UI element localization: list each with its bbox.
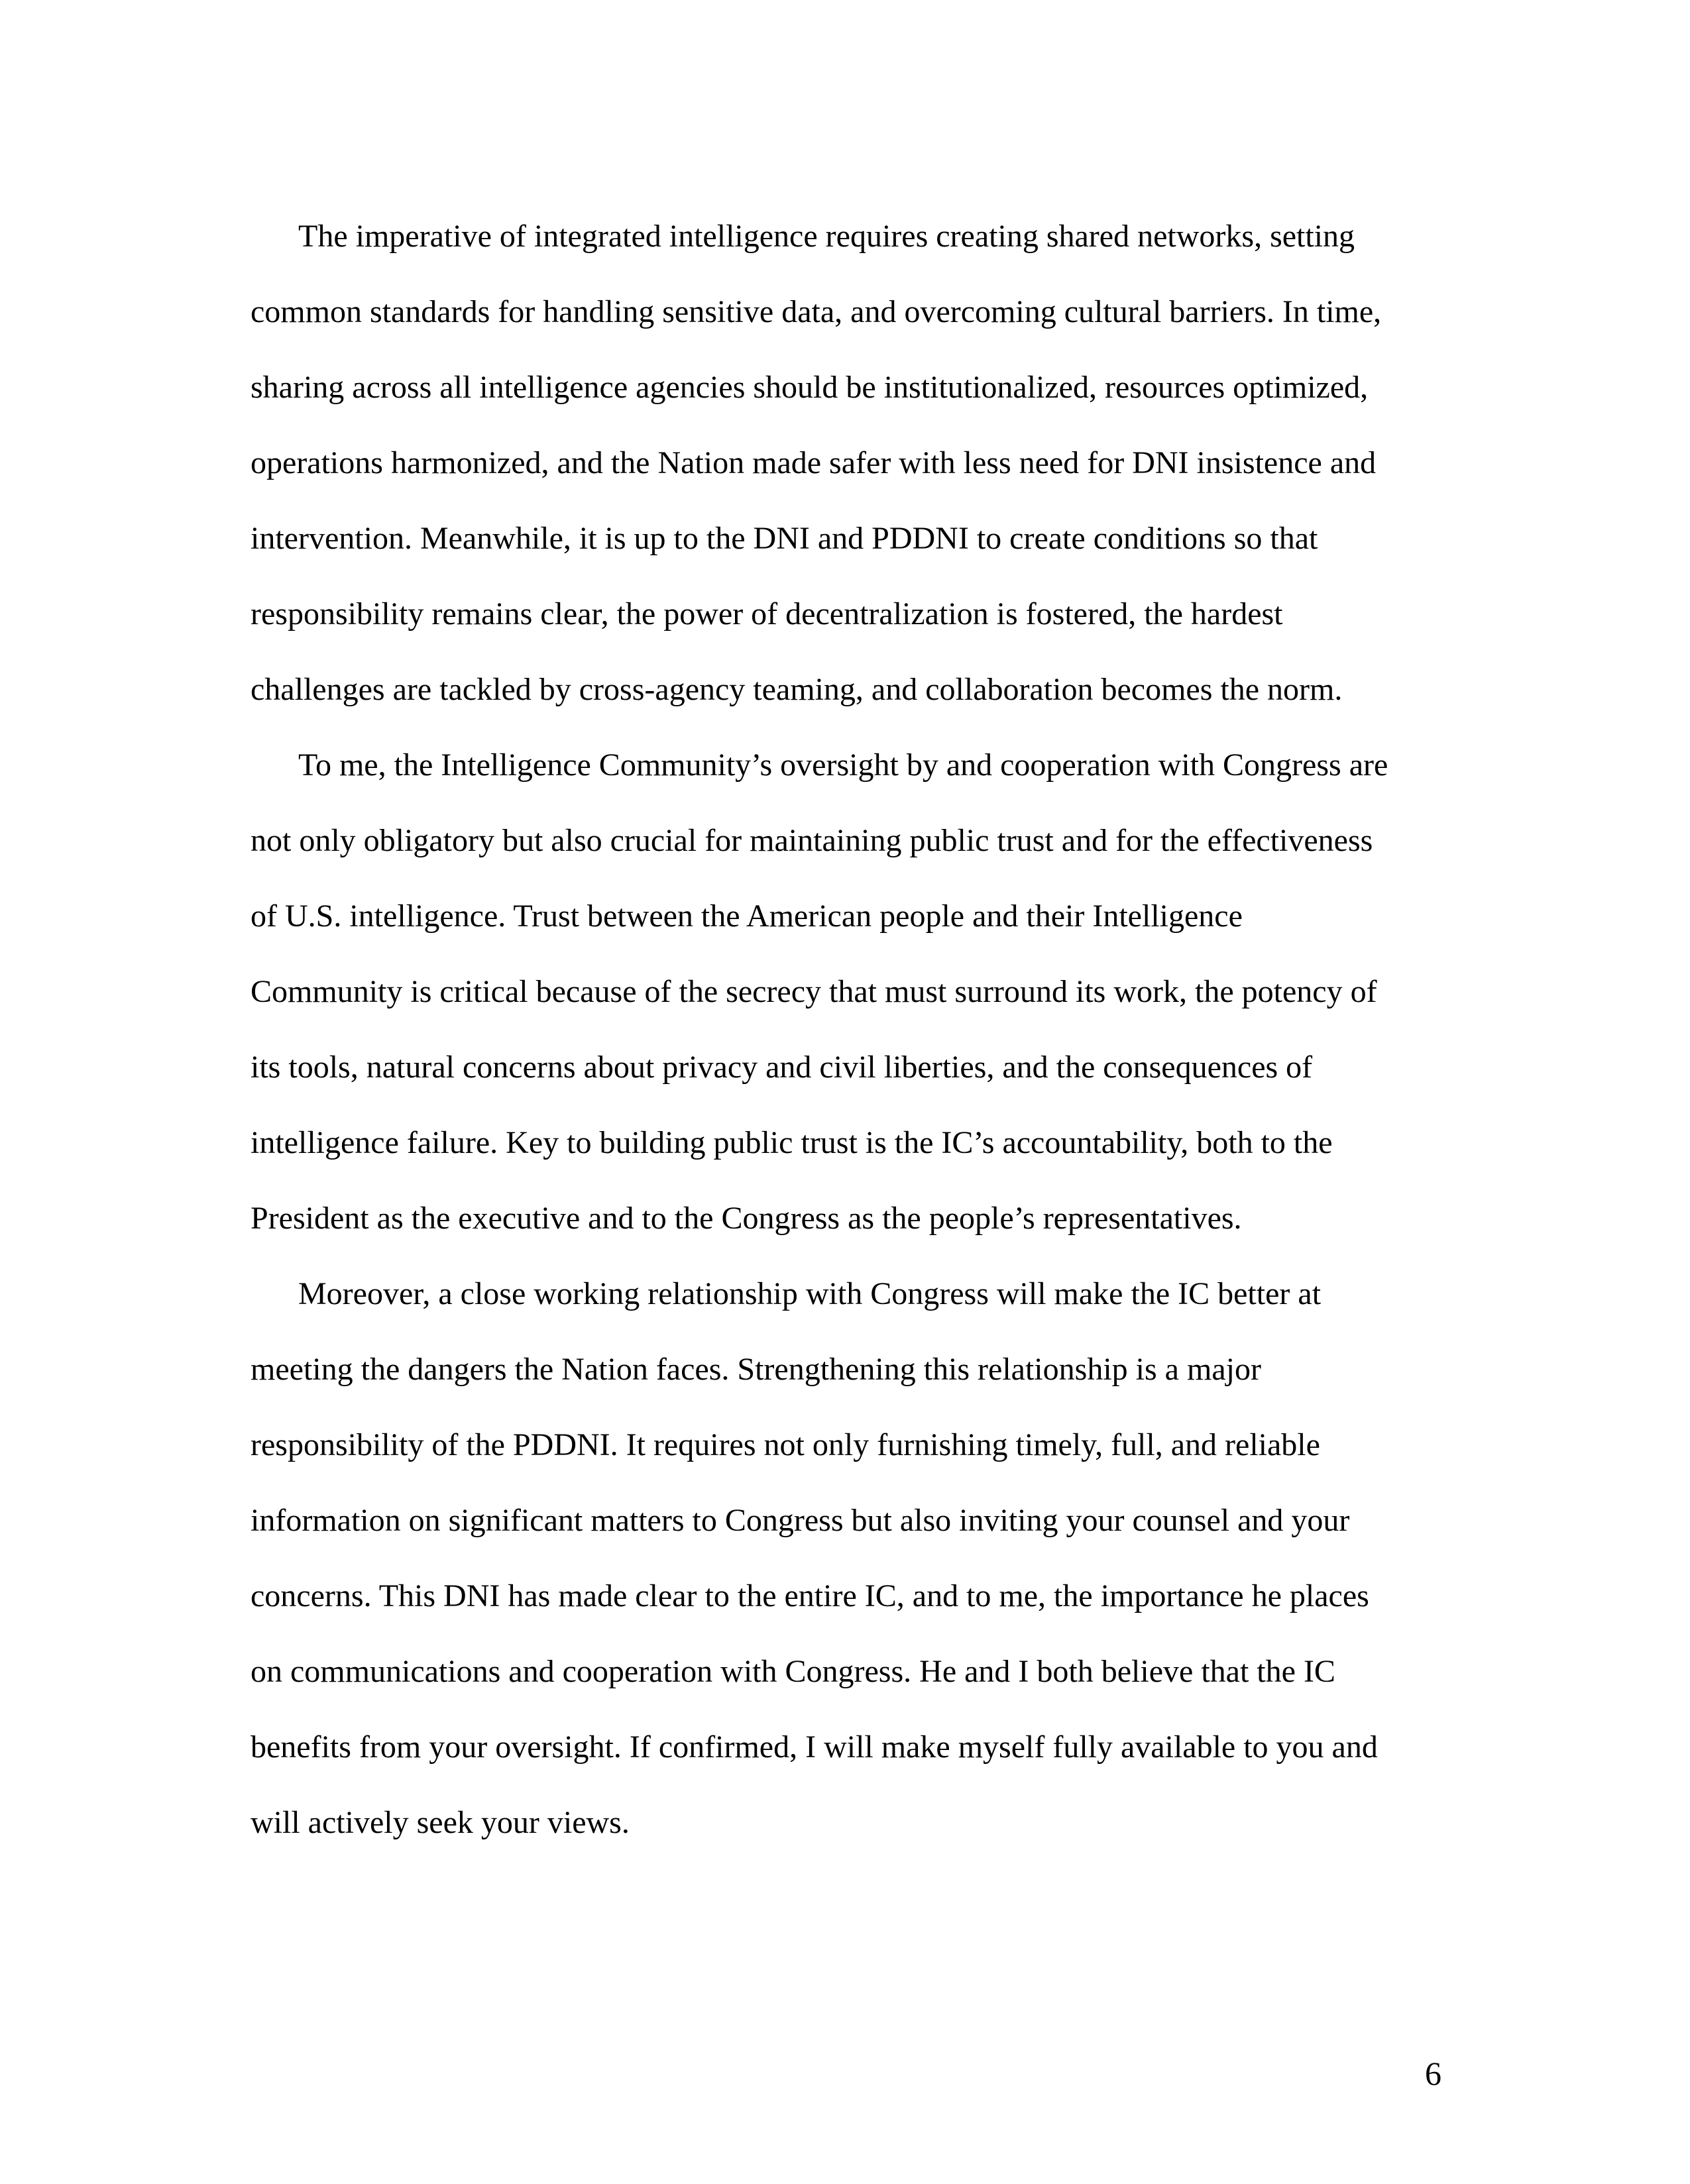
text-line: benefits from your oversight. If confirmed, I will make myself fully available to you and <box>251 1729 1378 1765</box>
text-line: meeting the dangers the Nation faces. Strengthening this relationship is a major <box>251 1352 1261 1387</box>
text-line: its tools, natural concerns about privacy and civil liberties, and the consequences of <box>251 1050 1313 1085</box>
text-line: sharing across all intelligence agencies should be institutionalized, resources optimized, <box>251 370 1369 405</box>
text-line: not only obligatory but also crucial for maintaining public trust and for the effectiveness <box>251 823 1373 858</box>
text-line: will actively seek your views. <box>251 1805 630 1840</box>
text-line: Moreover, a close working relationship with Congress will make the IC better at <box>298 1276 1322 1311</box>
text-line: President as the executive and to the Congress as the people’s representatives. <box>251 1201 1242 1236</box>
page-number: 6 <box>1425 2055 1441 2092</box>
text-line: responsibility remains clear, the power of decentralization is fostered, the hardest <box>251 596 1283 631</box>
text-line: Community is critical because of the secrecy that must surround its work, the potency of <box>251 974 1377 1009</box>
text-line: To me, the Intelligence Community’s oversight by and cooperation with Congress are <box>298 747 1388 783</box>
text-line: information on significant matters to Congress but also inviting your counsel and your <box>251 1503 1350 1538</box>
paragraph <box>251 1256 1457 1861</box>
text-line: intervention. Meanwhile, it is up to the DNI and PDDNI to create conditions so that <box>251 521 1318 556</box>
text-line: challenges are tackled by cross-agency teaming, and collaboration becomes the norm. <box>251 672 1343 707</box>
text-line: of U.S. intelligence. Trust between the American people and their Intelligence <box>251 899 1243 934</box>
text-line: on communications and cooperation with Congress. He and I both believe that the IC <box>251 1654 1335 1689</box>
text-line: concerns. This DNI has made clear to the entire IC, and to me, the importance he places <box>251 1578 1369 1613</box>
text-line: The imperative of integrated intelligence requires creating shared networks, setting <box>298 219 1355 254</box>
text-line: common standards for handling sensitive data, and overcoming cultural barriers. In time, <box>251 294 1382 329</box>
text-line: intelligence failure. Key to building public trust is the IC’s accountability, both to the <box>251 1125 1333 1160</box>
text-line: responsibility of the PDDNI. It requires not only furnishing timely, full, and reliable <box>251 1427 1320 1462</box>
paragraph <box>251 728 1457 1256</box>
body-text <box>251 199 1457 1861</box>
paragraph <box>251 199 1457 728</box>
text-line: operations harmonized, and the Nation made safer with less need for DNI insistence and <box>251 445 1377 480</box>
